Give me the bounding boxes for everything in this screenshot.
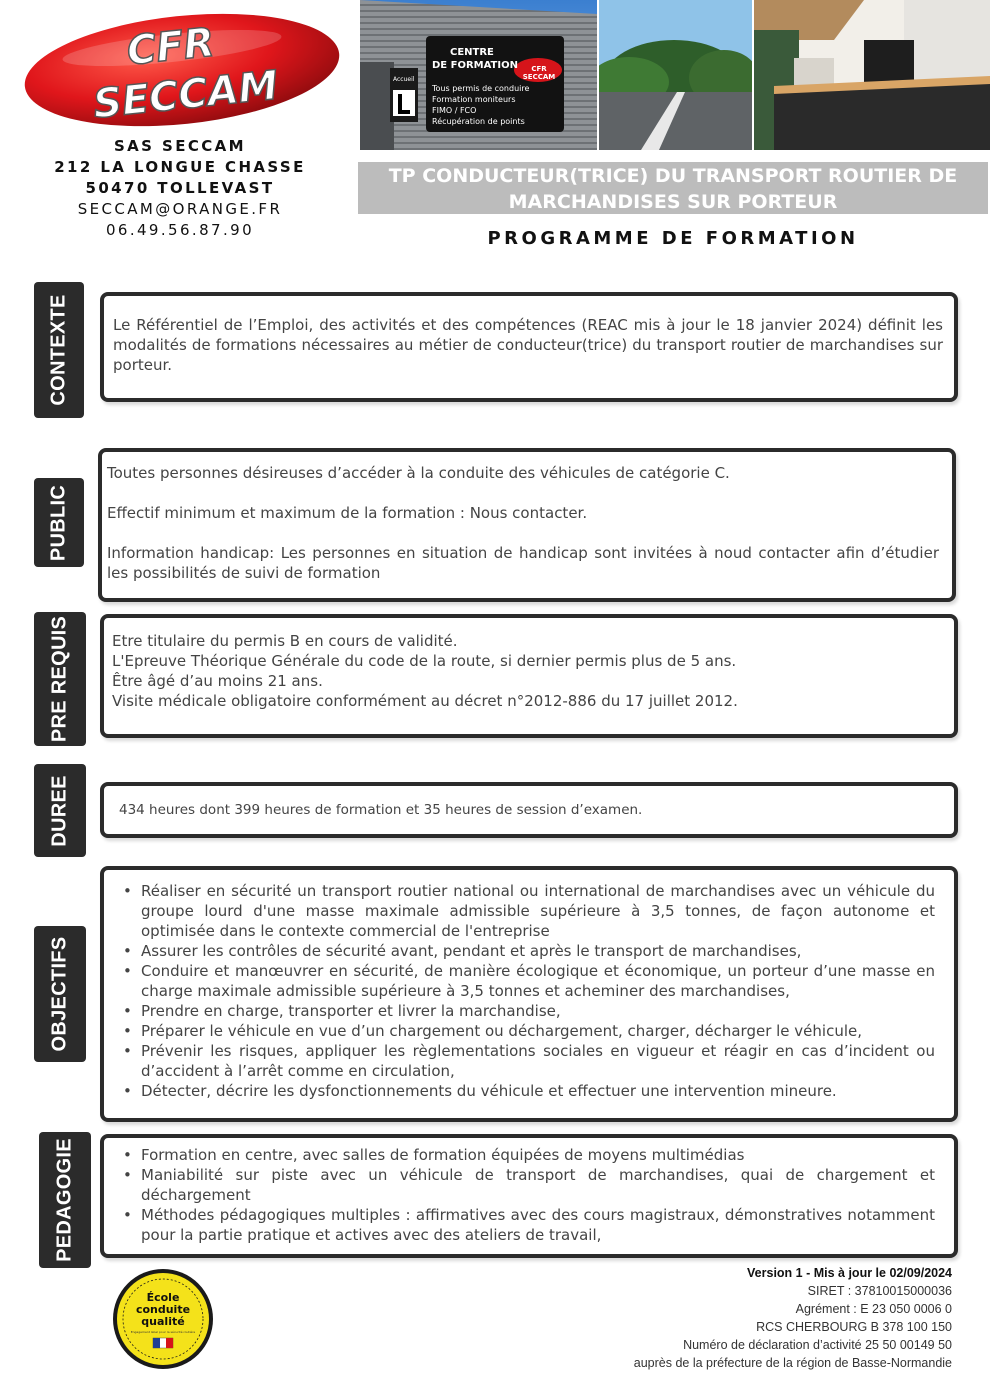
cfr-seccam-logo <box>22 12 344 128</box>
section-tab-duree <box>34 764 86 857</box>
section-label-pedagogie: PEDAGOGIE <box>53 1138 76 1262</box>
objectif-item: • Prendre en charge, transporter et livrer la marchandise, <box>141 1001 935 1021</box>
section-tab-prerequis <box>34 612 86 746</box>
building-photo <box>360 0 597 150</box>
prerequis-line: L'Epreuve Théorique Générale du code de la route, si dernier permis plus de 5 ans. <box>112 652 737 670</box>
footer-legal-info <box>532 1264 952 1372</box>
header-photo-strip <box>360 0 990 150</box>
section-tab-public <box>34 478 84 567</box>
public-paragraph-1: Toutes personnes désireuses d’accéder à la conduite des véhicules de catégorie C. <box>107 464 730 482</box>
sign-title-1: CENTRE <box>450 47 494 58</box>
section-label-public: PUBLIC <box>47 484 70 561</box>
sign-logo: CFR SECCAM <box>522 65 556 81</box>
contexte-text: Le Référentiel de l’Emploi, des activités et des compétences (REAC mis à jour le 18 janvier 2024) définit les modalités de formations nécessaires au métier de conducteur(trice) du transport routier de marchandises sur porteur. <box>113 316 943 374</box>
test-track-photo <box>599 0 752 150</box>
badge-line-1: École <box>146 1291 180 1304</box>
company-name: SAS SECCAM <box>113 137 247 155</box>
objectifs-list-wrap <box>115 881 935 1101</box>
prerequis-text <box>112 631 942 711</box>
badge-small-text: Engagement label pour la sécurité routière <box>130 1330 196 1334</box>
section-label-duree: DUREE <box>48 774 71 847</box>
logo-seccam-text: SECCAM <box>90 62 281 128</box>
document-version: Version 1 - Mis à jour le 02/09/2024 <box>747 1266 952 1280</box>
objectif-item: • Réaliser en sécurité un transport routier national ou international de marchandises avec un véhicule du groupe lourd d'une masse maximale admissible supérieure à 3,5 tonnes, de façon autonome et optimisée dans le contexte commercial de l'entreprise <box>141 881 935 941</box>
objectif-item: • Détecter, décrire les dysfonctionnements du véhicule et effectuer une intervention mineure. <box>141 1081 935 1101</box>
reception-photo <box>754 0 990 150</box>
section-tab-pedagogie <box>39 1132 91 1268</box>
formation-title-line-1: TP CONDUCTEUR(TRICE) DU TRANSPORT ROUTIER DE <box>388 165 958 187</box>
footer-rcs: RCS CHERBOURG B 378 100 150 <box>756 1320 952 1334</box>
sign-title-2: DE FORMATION <box>432 60 518 71</box>
section-tab-contexte <box>34 282 84 418</box>
pedagogie-item: • Formation en centre, avec salles de formation équipées de moyens multimédias <box>141 1145 935 1165</box>
footer-declaration: Numéro de déclaration d’activité 25 50 00149 50 <box>683 1338 952 1352</box>
prerequis-line: Visite médicale obligatoire conformément au décret n°2012-886 du 17 juillet 2012. <box>112 692 738 710</box>
section-label-objectifs: OBJECTIFS <box>48 936 71 1052</box>
objectif-item: • Conduire et manœuvrer en sécurité, de manière écologique et économique, un porteur d’une masse en charge maximale admissible supérieure à 3,5 tonnes et acheminer des marchandises, <box>141 961 935 1001</box>
footer-prefecture: auprès de la préfecture de la région de Basse-Normandie <box>633 1356 952 1370</box>
public-text <box>107 463 939 583</box>
ecole-conduite-qualite-badge <box>112 1268 214 1370</box>
duree-text: 434 heures dont 399 heures de formation et 35 heures de session d’examen. <box>119 802 643 818</box>
formation-title-line-2: MARCHANDISES SUR PORTEUR <box>508 191 838 213</box>
pedagogie-item: • Maniabilité sur piste avec un véhicule de transport de marchandises, quai de chargement et déchargement <box>141 1165 935 1205</box>
objectifs-list <box>115 881 935 1101</box>
badge-line-3: qualité <box>141 1315 185 1328</box>
company-phone: 06.49.56.87.90 <box>105 221 255 239</box>
footer-siret: SIRET : 37810015000036 <box>807 1284 952 1298</box>
prerequis-line: Être âgé d’au moins 21 ans. <box>112 672 323 690</box>
badge-line-2: conduite <box>135 1303 191 1316</box>
company-street: 212 LA LONGUE CHASSE <box>54 158 306 176</box>
sign-door-label: Accueil <box>393 76 415 83</box>
formation-title-band <box>358 162 988 214</box>
objectif-item: • Préparer le véhicule en vue d’un chargement ou déchargement, charger, décharger le véhicule, <box>141 1021 935 1041</box>
sign-item-3: FIMO / FCO <box>432 106 477 115</box>
section-tab-objectifs <box>34 926 86 1062</box>
objectif-item: • Prévenir les risques, appliquer les règlementations sociales en vigueur et réagir en cas d’incident ou d’accident à l’arrêt comme en circulation, <box>141 1041 935 1081</box>
footer-agrement: Agrément : E 23 050 0006 0 <box>795 1302 952 1316</box>
company-city: 50470 TOLLEVAST <box>85 179 275 197</box>
section-label-contexte: CONTEXTE <box>47 294 70 406</box>
pedagogie-list-wrap <box>115 1145 935 1245</box>
pedagogie-item: • Méthodes pédagogiques multiples : affirmatives avec des cours magistraux, démonstratives notamment pour la partie pratique et actives avec des ateliers de travail, <box>141 1205 935 1245</box>
prerequis-line: Etre titulaire du permis B en cours de validité. <box>112 632 458 650</box>
sign-item-2: Formation moniteurs <box>432 95 516 104</box>
company-address-block <box>40 136 320 241</box>
public-paragraph-3: Information handicap: Les personnes en situation de handicap sont invitées à noud contacter afin d’étudier les possibilités de suivi de formation <box>107 544 939 582</box>
public-paragraph-2: Effectif minimum et maximum de la formation : Nous contacter. <box>107 504 588 522</box>
company-email: SECCAM@ORANGE.FR <box>77 200 283 218</box>
sign-item-1: Tous permis de conduire <box>432 84 530 93</box>
programme-subtitle: PROGRAMME DE FORMATION <box>487 228 859 249</box>
pedagogie-list <box>115 1145 935 1245</box>
sign-item-4: Récupération de points <box>432 117 525 126</box>
section-label-prerequis: PRE REQUIS <box>48 615 71 743</box>
logo-cfr-text: CFR <box>124 19 217 75</box>
objectif-item: • Assurer les contrôles de sécurité avant, pendant et après le transport de marchandises, <box>141 941 935 961</box>
